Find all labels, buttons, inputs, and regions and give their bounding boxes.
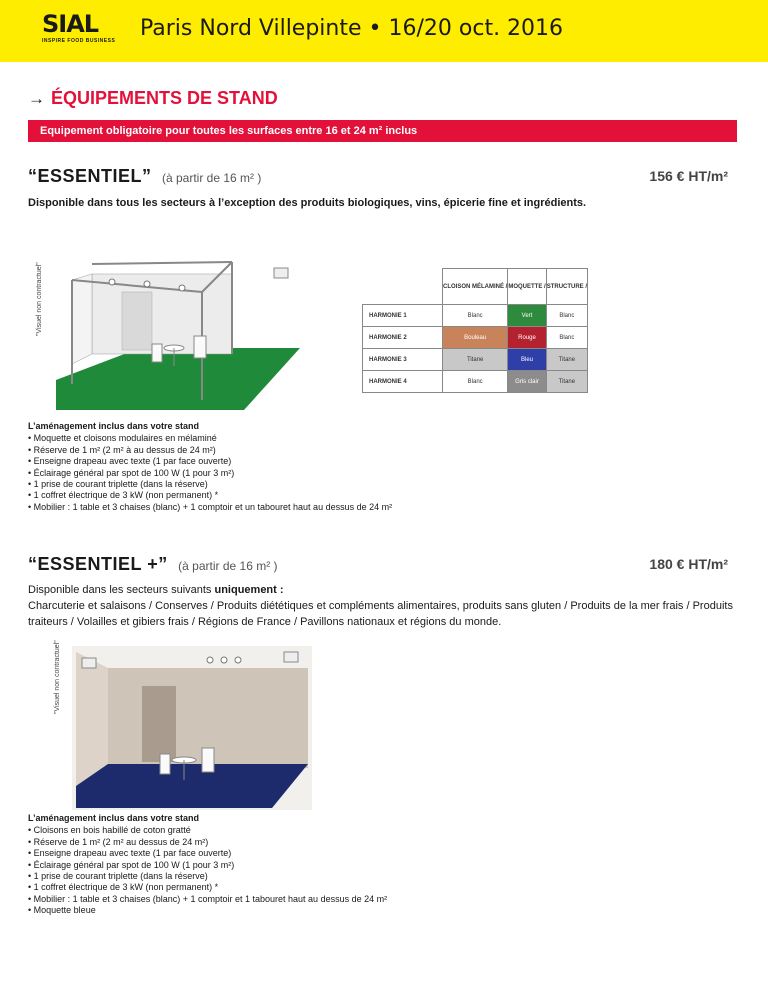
features-title: L’aménagement inclus dans votre stand <box>28 813 200 823</box>
section-title <box>28 88 278 109</box>
table-row <box>363 371 588 393</box>
offer-name: “ESSENTIEL” <box>28 166 152 186</box>
moquette-cell: Bleu <box>508 349 546 371</box>
cloison-cell: Blanc <box>443 305 508 327</box>
moquette-cell: Rouge <box>508 327 546 349</box>
cloison-cell: Titane <box>443 349 508 371</box>
availability-sectors: Charcuterie et salaisons / Conserves / Produits diététiques et compléments alimentaires, produits sans gluten / Produits de la mer frais / Produits traiteurs / Volailles et gibiers frais / Régions de France / Pavillons nationaux et régions du monde. <box>28 600 733 628</box>
sial-logo <box>42 12 120 46</box>
list-item: • Réserve de 1 m² (2 m² à au dessus de 24 m²) <box>28 445 392 456</box>
offer-essentiel-header <box>28 166 728 188</box>
table-row <box>363 327 588 349</box>
offer-subtitle: (à partir de 16 m² ) <box>161 171 262 185</box>
availability-emphasis: uniquement : <box>214 584 284 596</box>
list-item: • Moquette bleue <box>28 905 387 916</box>
list-item: • 1 prise de courant triplette (dans la réserve) <box>28 479 392 490</box>
essentiel-plus-features <box>28 813 387 917</box>
features-title: L’aménagement inclus dans votre stand <box>28 421 200 431</box>
section-title-text: ÉQUIPEMENTS DE STAND <box>51 88 278 108</box>
list-item: • Enseigne drapeau avec texte (1 par face ouverte) <box>28 848 387 859</box>
moquette-cell: Vert <box>508 305 546 327</box>
list-item: • Éclairage général par spot de 100 W (1 pour 3 m²) <box>28 860 387 871</box>
table-header-row <box>363 269 588 305</box>
logo-text: SIAL <box>42 10 99 38</box>
structure-cell: Titane <box>546 371 587 393</box>
moquette-cell: Gris clair <box>508 371 546 393</box>
offer-essentiel-availability: Disponible dans tous les secteurs à l’exception des produits biologiques, vins, épicerie fine et ingrédients. <box>28 197 587 209</box>
list-item: • Réserve de 1 m² (2 m² au dessus de 24 m²) <box>28 837 387 848</box>
page-header <box>0 0 768 62</box>
stand-essentiel-image <box>52 252 304 412</box>
list-item: • Éclairage général par spot de 100 W (1 pour 3 m²) <box>28 468 392 479</box>
column-header: STRUCTURE / <box>546 269 587 305</box>
column-header: CLOISON MÉLAMINÉ / <box>443 269 508 305</box>
structure-cell: Blanc <box>546 305 587 327</box>
logo-tagline: INSPIRE FOOD BUSINESS <box>42 38 116 44</box>
table-row <box>363 349 588 371</box>
offer-subtitle: (à partir de 16 m² ) <box>178 559 278 573</box>
row-label: HARMONIE 2 <box>363 327 443 349</box>
structure-cell: Blanc <box>546 327 587 349</box>
offer-name: “ESSENTIEL +” <box>28 554 168 574</box>
structure-cell: Titane <box>546 349 587 371</box>
list-item: • Mobilier : 1 table et 3 chaises (blanc) + 1 comptoir et un tabouret haut au dessus de 24 m² <box>28 502 392 513</box>
cloison-cell: Blanc <box>443 371 508 393</box>
row-label: HARMONIE 4 <box>363 371 443 393</box>
list-item: • 1 coffret électrique de 3 kW (non permanent) * <box>28 882 387 893</box>
mandatory-banner: Equipement obligatoire pour toutes les surfaces entre 16 et 24 m² inclus <box>28 120 737 142</box>
offer-price: 180 € HT/m² <box>649 556 728 572</box>
row-label: HARMONIE 3 <box>363 349 443 371</box>
arrow-right-icon: → <box>28 88 45 108</box>
offer-price: 156 € HT/m² <box>649 168 728 184</box>
column-header: MOQUETTE / <box>508 269 546 305</box>
harmony-table <box>362 268 588 393</box>
availability-prefix: Disponible dans les secteurs suivants <box>28 584 215 596</box>
offer-essentiel-plus-availability <box>28 582 740 630</box>
cloison-cell: Bouleau <box>443 327 508 349</box>
photo-caption: "Visuel non contractuel" <box>36 262 43 336</box>
list-item: • 1 coffret électrique de 3 kW (non permanent) * <box>28 490 392 501</box>
list-item: • Mobilier : 1 table et 3 chaises (blanc) + 1 comptoir et 1 tabouret haut au dessus de 24 m² <box>28 894 387 905</box>
row-label: HARMONIE 1 <box>363 305 443 327</box>
list-item: • Cloisons en bois habillé de coton gratté <box>28 825 387 836</box>
table-row <box>363 305 588 327</box>
list-item: • 1 prise de courant triplette (dans la réserve) <box>28 871 387 882</box>
photo-caption: "Visuel non contractuel" <box>54 640 61 714</box>
list-item: • Moquette et cloisons modulaires en mélaminé <box>28 433 392 444</box>
essentiel-features <box>28 421 392 513</box>
stand-essentiel-plus-image <box>72 646 312 810</box>
event-title: Paris Nord Villepinte • 16/20 oct. 2016 <box>140 16 564 41</box>
offer-essentiel-plus-header <box>28 554 728 576</box>
list-item: • Enseigne drapeau avec texte (1 par face ouverte) <box>28 456 392 467</box>
